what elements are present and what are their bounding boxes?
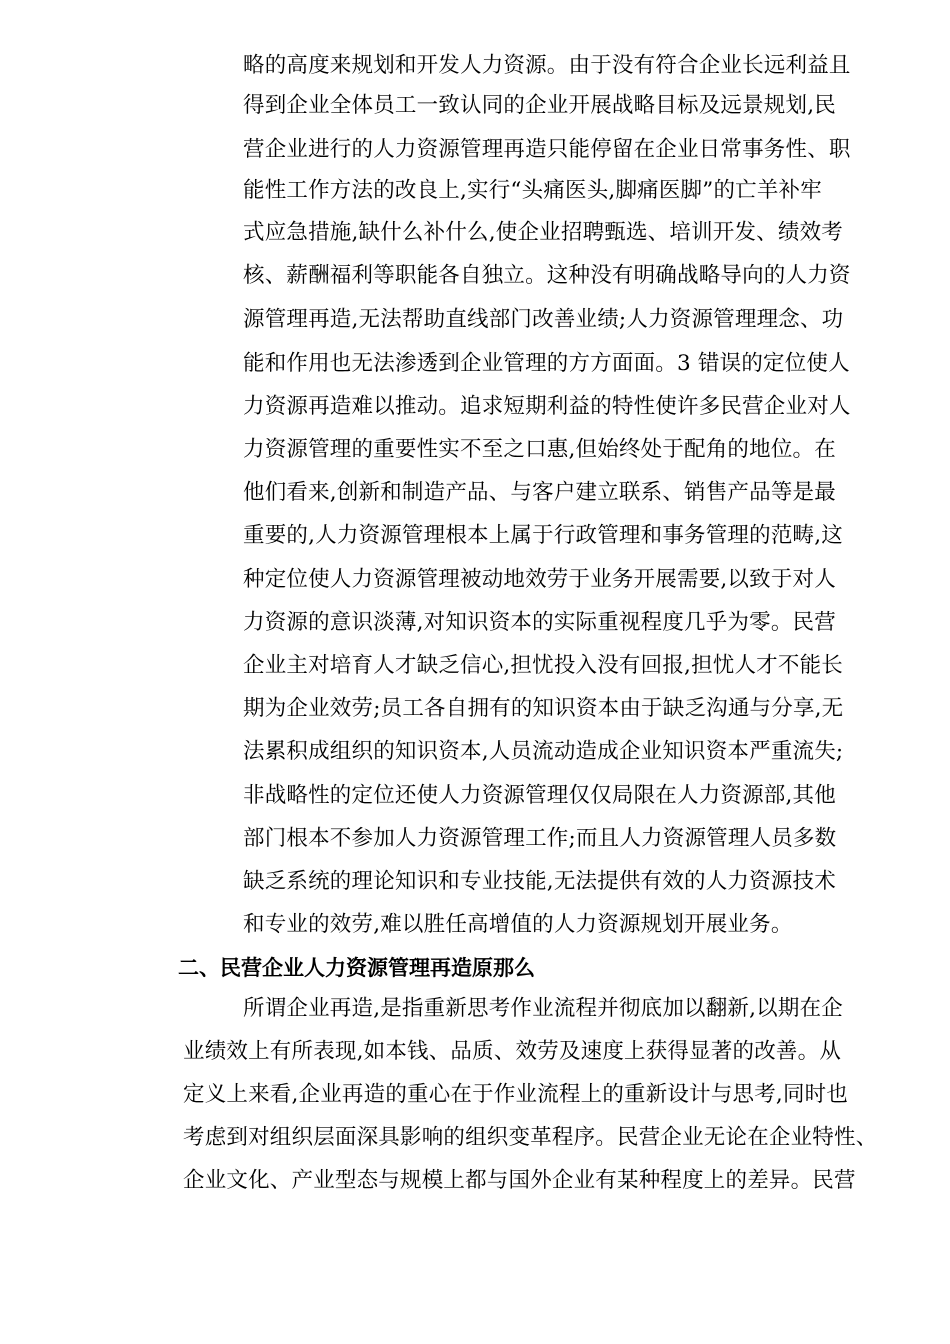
text-line: 法累积成组织的知识资本,人员流动造成企业知识资本严重流失;: [243, 739, 844, 764]
text-line: 他们看来,创新和制造产品、与客户建立联系、销售产品等是最: [243, 480, 836, 505]
text-line: 源管理再造,无法帮助直线部门改善业绩;人力资源管理理念、功: [243, 307, 844, 332]
text-line: 期为企业效劳;员工各自拥有的知识资本由于缺乏沟通与分享,无: [243, 696, 844, 721]
text-line: 和专业的效劳,难以胜任高增值的人力资源规划开展业务。: [243, 912, 793, 937]
text-line: 核、薪酬福利等职能各自独立。这种没有明确战略导向的人力资: [243, 263, 851, 288]
text-line: 力资源再造难以推动。追求短期利益的特性使许多民营企业对人: [243, 394, 851, 419]
text-line: 考虑到对组织层面深具影响的组织变革程序。民营企业无论在企业特性、: [183, 1125, 878, 1150]
text-line: 定义上来看,企业再造的重心在于作业流程上的重新设计与思考,同时也: [183, 1082, 849, 1107]
text-line: 缺乏系统的理论知识和专业技能,无法提供有效的人力资源技术: [243, 869, 836, 894]
text-line: 营企业进行的人力资源管理再造只能停留在企业日常事务性、职: [243, 137, 851, 162]
text-line: 所谓企业再造,是指重新思考作业流程并彻底加以翻新,以期在企: [243, 996, 843, 1021]
text-line: 部门根本不参加人力资源管理工作;而且人力资源管理人员多数: [243, 826, 837, 851]
text-line: 得到企业全体员工一致认同的企业开展战略目标及远景规划,民: [243, 93, 836, 118]
text-line: 重要的,人力资源管理根本上属于行政管理和事务管理的范畴,这: [243, 523, 843, 548]
text-line: 种定位使人力资源管理被动地效劳于业务开展需要,以致于对人: [243, 567, 836, 592]
text-line: 能性工作方法的改良上,实行“头痛医头,脚痛医脚”的亡羊补牢: [243, 178, 822, 203]
text-line: 略的高度来规划和开发人力资源。由于没有符合企业长远利益且: [243, 53, 851, 78]
text-line: 企业主对培育人才缺乏信心,担忧投入没有回报,担忧人才不能长: [243, 653, 843, 678]
text-line: 能和作用也无法渗透到企业管理的方方面面。3 错误的定位使人: [243, 351, 850, 376]
text-line: 非战略性的定位还使人力资源管理仅仅局限在人力资源部,其他: [243, 783, 836, 808]
text-line: 式应急措施,缺什么补什么,使企业招聘甄选、培训开发、绩效考: [243, 220, 843, 245]
section-heading: 二、民营企业人力资源管理再造原那么: [178, 956, 535, 980]
text-line: 力资源的意识淡薄,对知识资本的实际重视程度几乎为零。民营: [243, 610, 836, 635]
text-line: 力资源管理的重要性实不至之口惠,但始终处于配角的地位。在: [243, 437, 836, 462]
text-line: 业绩效上有所表现,如本钱、品质、效劳及速度上获得显著的改善。从: [183, 1039, 842, 1064]
text-line: 企业文化、产业型态与规模上都与国外企业有某种程度上的差异。民营: [183, 1168, 856, 1193]
